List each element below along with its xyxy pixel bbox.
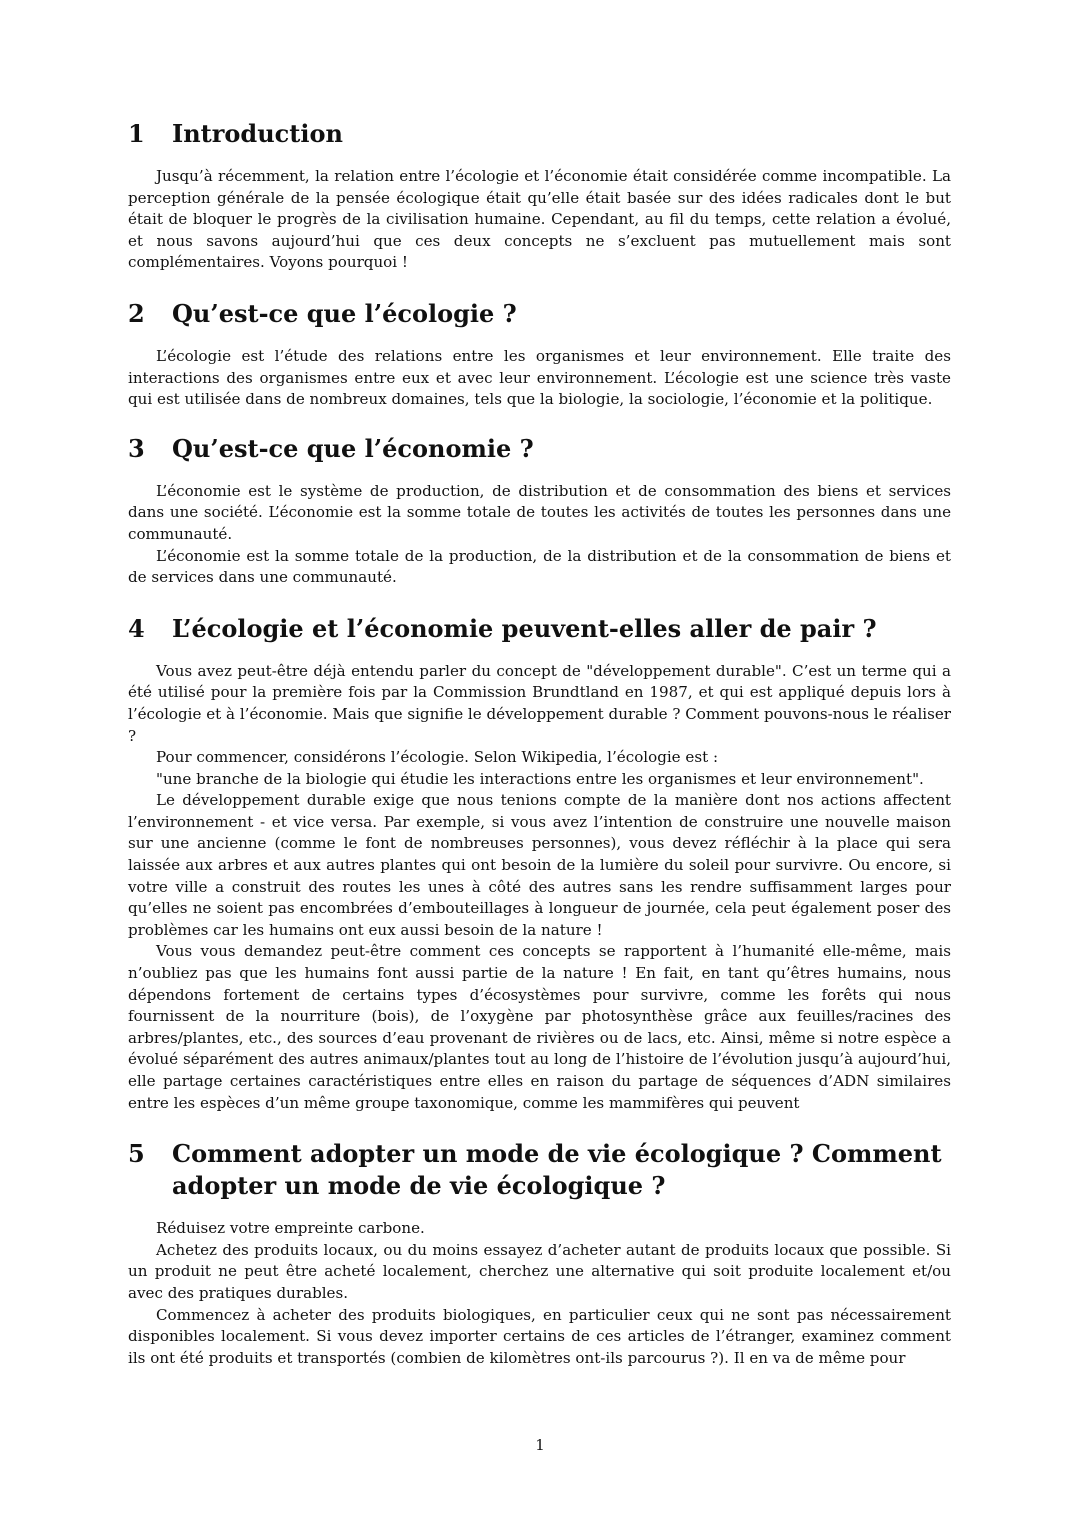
section-number: 5 xyxy=(128,1139,145,1169)
document-page xyxy=(128,118,951,1369)
paragraph: L’écologie est l’étude des relations entre les organismes et leur environnement. Elle traite des interactions des organismes entre eux et avec leur environnement. L’écologie est une science très vaste qui est utilisée dans de nombreux domaines, tels que la biologie, la sociologie, l’économie et la politique. xyxy=(128,346,951,409)
section-number: 4 xyxy=(128,613,145,643)
section-title: Comment adopter un mode de vie écologique ? Comment adopter un mode de vie écologique ? xyxy=(172,1139,942,1201)
section-mode-de-vie xyxy=(128,1138,951,1369)
section-title: L’écologie et l’économie peuvent-elles aller de pair ? xyxy=(172,613,877,643)
section-heading xyxy=(128,118,951,150)
section-title: Introduction xyxy=(172,119,343,148)
page-number: 1 xyxy=(535,1436,545,1454)
section-number: 2 xyxy=(128,298,145,328)
section-number: 3 xyxy=(128,433,145,463)
section-introduction xyxy=(128,118,951,274)
paragraph: Le développement durable exige que nous tenions compte de la manière dont nos actions affectent l’environnement - et vice versa. Par exemple, si vous avez l’intention de construire une nouvelle maison sur une ancienne (comme le font de nombreuses personnes), vous devez réfléchir à la place qui sera laissée aux arbres et aux autres plantes qui ont besoin de la lumière du soleil pour survivre. Ou encore, si votre ville a construit des routes les unes à côté des autres sans les rendre suffisamment larges pour qu’elles ne soient pas encombrées d’embouteillages à longueur de journée, cela peut également poser des problèmes car les humains ont eux aussi besoin de la nature ! xyxy=(128,791,951,939)
paragraph: Achetez des produits locaux, ou du moins essayez d’acheter autant de produits locaux que possible. Si un produit ne peut être acheté localement, cherchez une alternative qui soit produite localement et/ou avec des pratiques durables. xyxy=(128,1240,951,1302)
paragraph: Pour commencer, considérons l’écologie. Selon Wikipedia, l’écologie est : xyxy=(156,748,719,767)
paragraph: Jusqu’à récemment, la relation entre l’écologie et l’économie était considérée comme incompatible. La perception générale de la pensée écologique était qu’elle était basée sur des idées radicales dont le but était de bloquer le progrès de la civilisation humaine. Cependant, au fil du temps, cette relation a évolué, et nous savons aujourd’hui que ces deux concepts ne s’excluent pas mutuellement mais sont complémentaires. Voyons pourquoi ! xyxy=(128,167,951,272)
section-ecologie xyxy=(128,298,951,411)
paragraph: Vous vous demandez peut-être comment ces concepts se rapportent à l’humanité elle-même, mais n’oubliez pas que les humains font aussi partie de la nature ! En fait, en tant qu’êtres humains, nous dépendons fortement de certains types d’écosystèmes pour survivre, comme les forêts qui nous fournissent de la nourriture (bois), de l’oxygène par photosynthèse grâce aux feuilles/racines des arbres/plantes, etc., des sources d’eau provenant de rivières ou de lacs, etc. Ainsi, même si notre espèce a évolué séparément des autres animaux/plantes tout au long de l’histoire de l’évolution jusqu’à aujourd’hui, elle partage certaines caractéristiques entre elles en raison du partage de séquences d’ADN similaires entre les espèces d’un même groupe taxonomique, comme les mammifères qui peuvent xyxy=(128,942,951,1112)
section-economie xyxy=(128,433,951,589)
paragraph: L’économie est le système de production, de distribution et de consommation des biens et services dans une société. L’économie est la somme totale de toutes les activités de toutes les personnes dans une communauté. xyxy=(128,481,951,543)
quote-paragraph: "une branche de la biologie qui étudie les interactions entre les organismes et leur environnement". xyxy=(156,769,924,788)
section-ecologie-economie xyxy=(128,613,951,1114)
section-number: 1 xyxy=(128,119,145,148)
section-title: Qu’est-ce que l’écologie ? xyxy=(172,298,517,328)
section-heading xyxy=(128,613,951,645)
section-heading xyxy=(128,433,951,465)
paragraph: Vous avez peut-être déjà entendu parler du concept de "développement durable". C’est un terme qui a été utilisé pour la première fois par la Commission Brundtland en 1987, et qui est appliqué depuis lors à l’écologie et à l’économie. Mais que signifie le développement durable ? Comment pouvons-nous le réaliser ? xyxy=(128,661,951,745)
paragraph: Réduisez votre empreinte carbone. xyxy=(156,1219,425,1238)
section-heading xyxy=(128,1138,951,1202)
paragraph: Commencez à acheter des produits biologiques, en particulier ceux qui ne sont pas nécessairement disponibles localement. Si vous devez importer certains de ces articles de l’étranger, examinez comment ils ont été produits et transportés (combien de kilomètres ont-ils parcourus ?). Il en va de même pour xyxy=(128,1305,951,1367)
section-heading xyxy=(128,298,951,330)
section-title: Qu’est-ce que l’économie ? xyxy=(172,433,534,463)
paragraph: L’économie est la somme totale de la production, de la distribution et de la consommation de biens et de services dans une communauté. xyxy=(128,546,951,587)
